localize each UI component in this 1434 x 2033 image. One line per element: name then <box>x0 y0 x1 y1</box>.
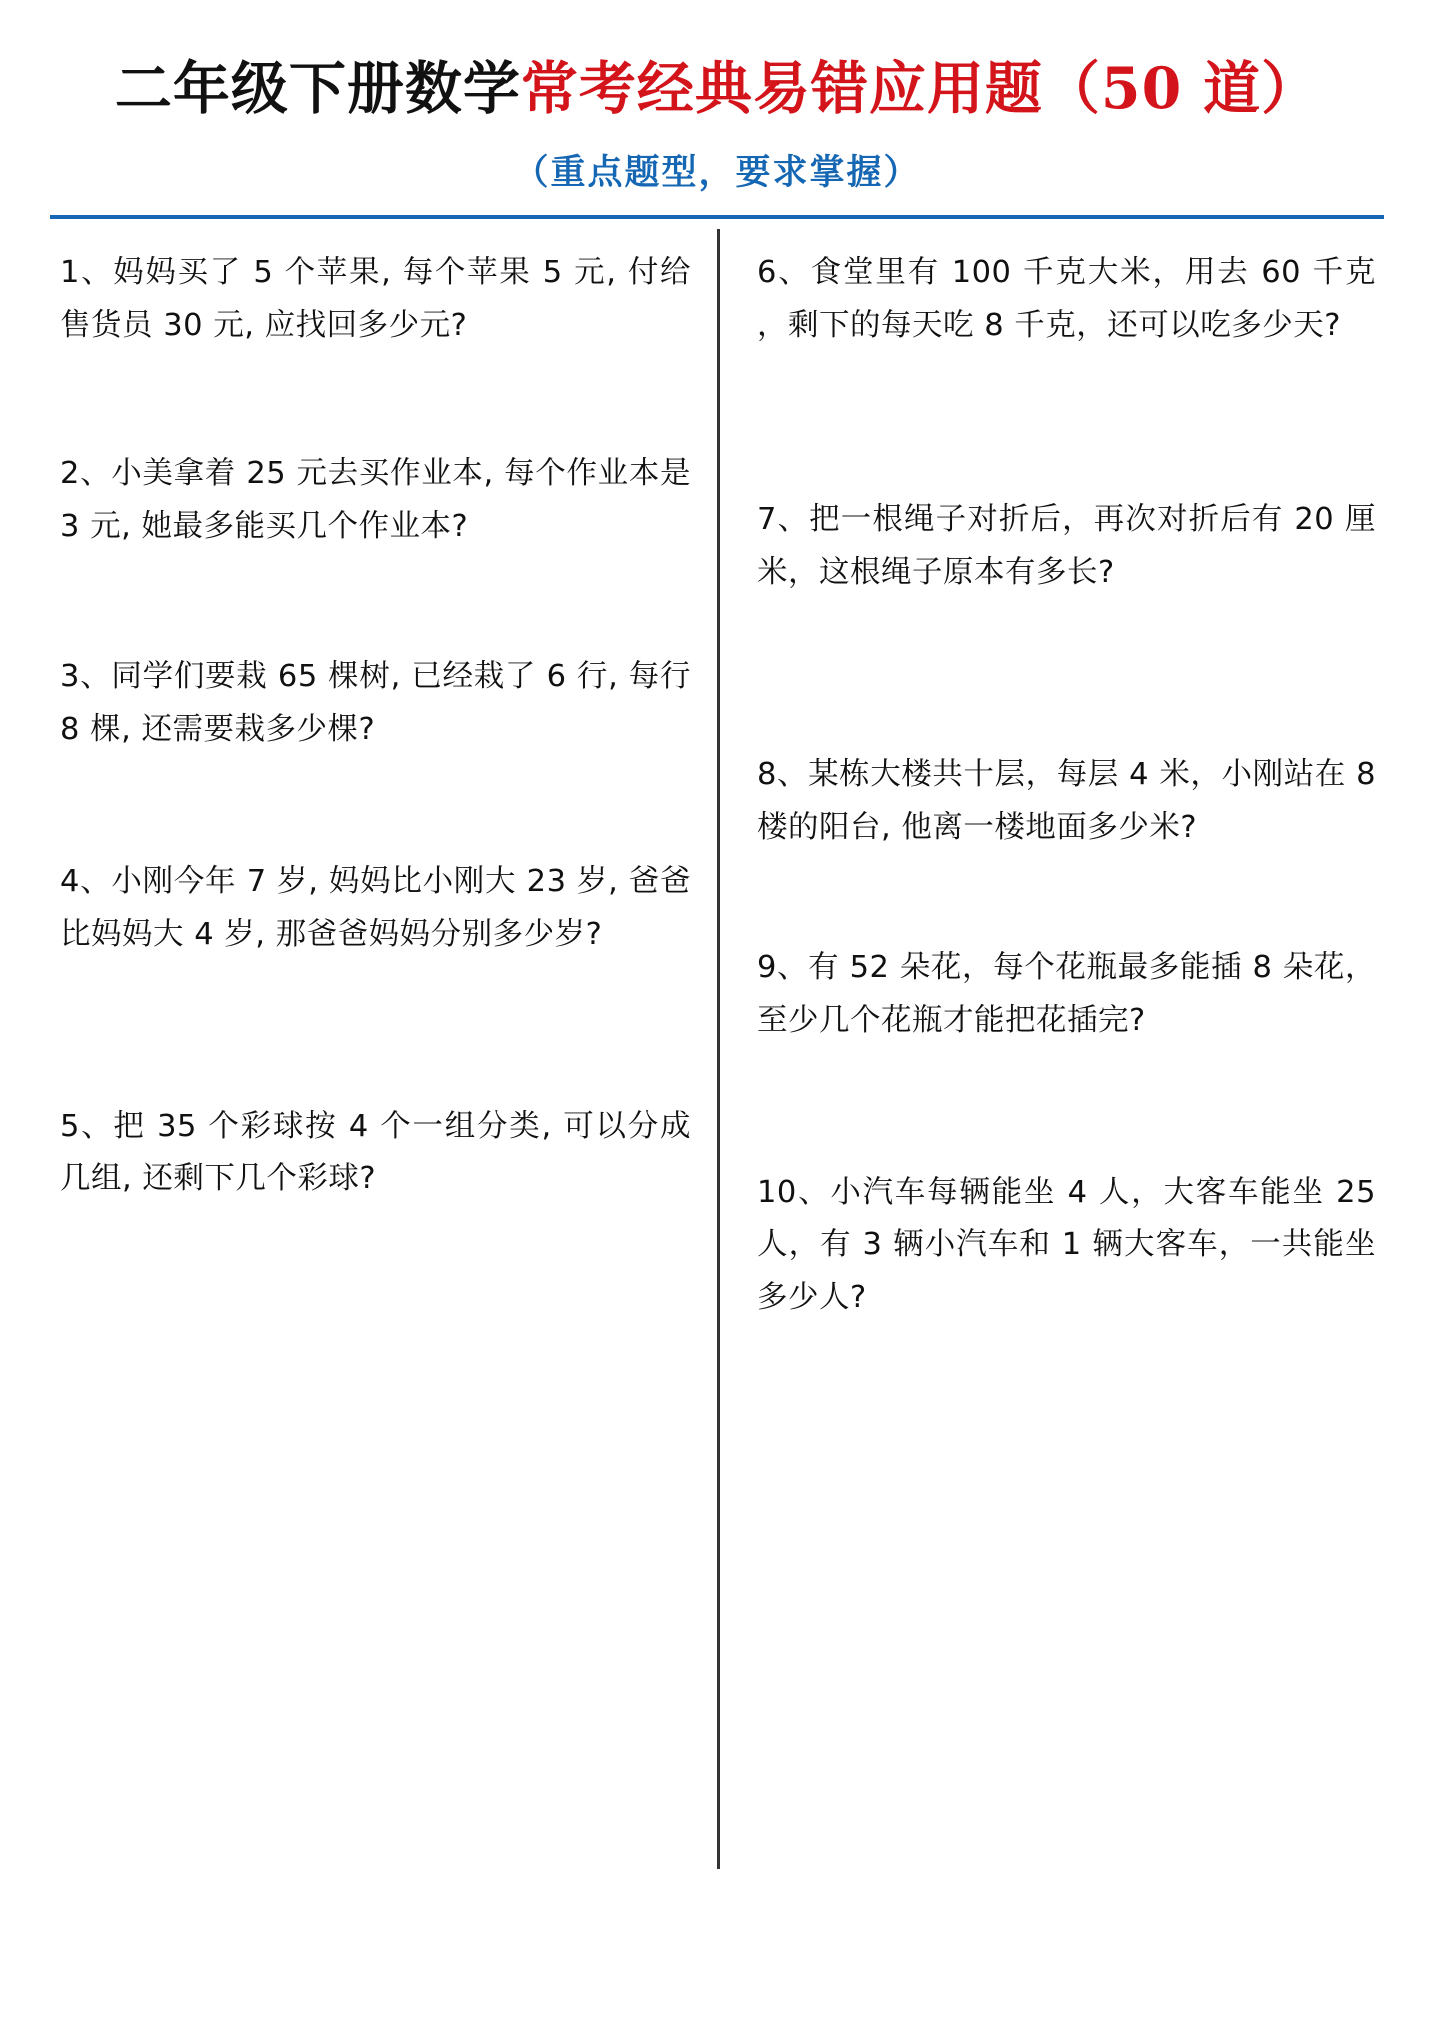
page-subtitle: （重点题型，要求掌握） <box>513 152 921 194</box>
page-title <box>50 55 1384 123</box>
question-item: 10、小汽车每辆能坐 4 人，大客车能坐 25 人，有 3 辆小汽车和 1 辆大客车，一共能坐多少人? <box>757 1175 1376 1315</box>
page-title-prefix: 二年级下册数学 <box>114 55 521 122</box>
page-title-highlight: 常考经典易错应用题（50 道） <box>520 55 1320 122</box>
question-item: 4、小刚今年 7 岁, 妈妈比小刚大 23 岁, 爸爸比妈妈大 4 岁, 那爸爸妈妈分别多少岁? <box>60 864 691 952</box>
question-item: 2、小美拿着 25 元去买作业本, 每个作业本是 3 元, 她最多能买几个作业本? <box>60 456 691 544</box>
question-item: 3、同学们要栽 65 棵树, 已经栽了 6 行, 每行 8 棵, 还需要栽多少棵? <box>60 659 691 747</box>
question-item: 7、把一根绳子对折后，再次对折后有 20 厘米，这根绳子原本有多长? <box>757 502 1376 590</box>
questions-columns <box>50 229 1384 1929</box>
column-divider <box>717 229 720 1869</box>
questions-column-left <box>50 229 717 1929</box>
question-item: 5、把 35 个彩球按 4 个一组分类, 可以分成几组, 还剩下几个彩球? <box>60 1109 691 1197</box>
question-item: 8、某栋大楼共十层，每层 4 米，小刚站在 8 楼的阳台, 他离一楼地面多少米? <box>757 757 1376 845</box>
questions-column-right <box>717 229 1384 1929</box>
header-divider <box>50 215 1384 219</box>
question-item: 9、有 52 朵花，每个花瓶最多能插 8 朵花，至少几个花瓶才能把花插完? <box>757 950 1376 1038</box>
question-item: 6、食堂里有 100 千克大米，用去 60 千克 ，剩下的每天吃 8 千克，还可以吃多少天? <box>757 255 1376 343</box>
question-item: 1、妈妈买了 5 个苹果, 每个苹果 5 元, 付给售货员 30 元, 应找回多少元? <box>60 255 691 343</box>
